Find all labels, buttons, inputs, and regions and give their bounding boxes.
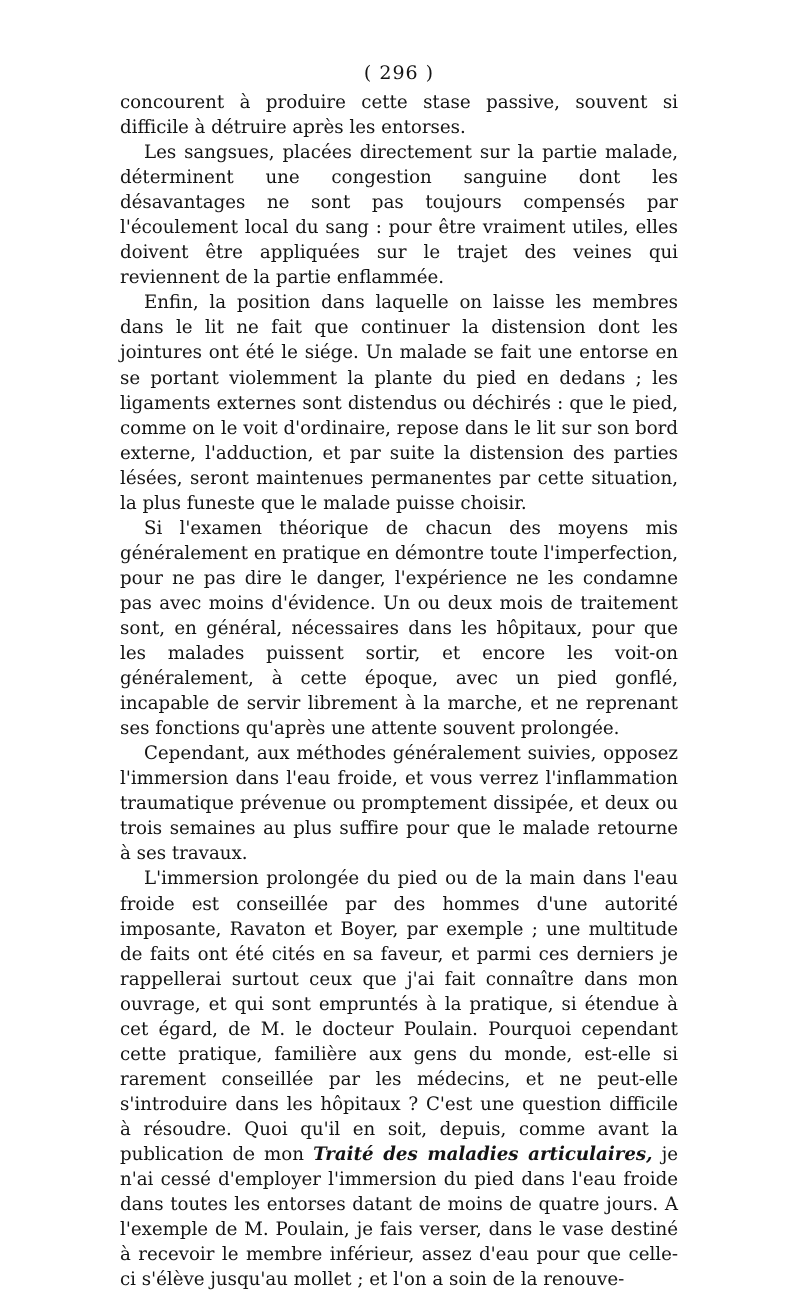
paragraph-continuation: concourent à produire cette stase passive, souvent si difficile à détruire après les entorses. <box>120 92 678 139</box>
book-title-italic: Traité des maladies articulaires, <box>313 1143 653 1165</box>
paragraph-sangsues: Les sangsues, placées directement sur la partie malade, déterminent une congestion sanguine dont les désavantages ne sont pas toujours compensés par l'écoulement local du sang : pour être vraiment utiles, elles doivent être appliquées sur le trajet des veines qui reviennent de la partie enflammée. <box>120 142 678 289</box>
paragraph-position: Enfin, la position dans laquelle on laisse les membres dans le lit ne fait que continuer la distension dont les jointures ont été le siége. Un malade se fait une entorse en se portant violemment la plante du pied en dedans ; les ligaments externes sont distendus ou déchirés : que le pied, comme on le voit d'ordinaire, repose dans le lit sur son bord externe, l'adduction, et par suite la distension des parties lésées, seront maintenues permanentes par cette situation, la plus funeste que le malade puisse choisir. <box>120 292 678 514</box>
page-number: ( 296 ) <box>363 62 435 84</box>
paragraph-text-before-title: L'immersion prolongée du pied ou de la main dans l'eau froide est conseillée par des hommes d'une autorité imposante, Ravaton et Boyer, par exemple ; une multitude de faits ont été cités en sa faveur, et parmi ces derniers je rappellerai surtout ceux que j'ai fait connaître dans mon ouvrage, et qui sont empruntés à la pratique, si étendue à cet égard, de M. le docteur Poulain. Pourquoi cependant cette pratique, familière aux gens du monde, est-elle si rarement conseillée par les médecins, et ne peut-elle s'introduire dans les hôpitaux ? C'est une question difficile à résoudre. Quoi qu'il en soit, depuis, comme avant la publication de mon <box>120 868 678 1165</box>
paragraph-immersion-prolongee <box>120 866 678 1292</box>
paragraph-examen: Si l'examen théorique de chacun des moyens mis généralement en pratique en démontre toute l'imperfection, pour ne pas dire le danger, l'expérience ne les condamne pas avec moins d'évidence. Un ou deux mois de traitement sont, en général, nécessaires dans les hôpitaux, pour que les malades puissent sortir, et encore les voit-on généralement, à cette époque, avec un pied gonflé, incapable de servir librement à la marche, et ne reprenant ses fonctions qu'après une attente souvent prolongée. <box>120 517 678 740</box>
paragraph-immersion-intro: Cependant, aux méthodes généralement suivies, opposez l'immersion dans l'eau froide, et vous verrez l'inflammation traumatique prévenue ou promptement dissipée, et deux ou trois semaines au plus suffire pour que le malade retourne à ses travaux. <box>120 743 678 865</box>
book-page <box>120 56 678 1292</box>
paragraph-text-after-title: je n'ai cessé d'employer l'immersion du pied dans l'eau froide dans toutes les entorses datant de moins de quatre jours. A l'exemple de M. Poulain, je fais verser, dans le vase destiné à recevoir le membre inférieur, assez d'eau pour que celle-ci s'élève jusqu'au mollet ; et l'on a soin de la renouve- <box>120 1143 678 1291</box>
